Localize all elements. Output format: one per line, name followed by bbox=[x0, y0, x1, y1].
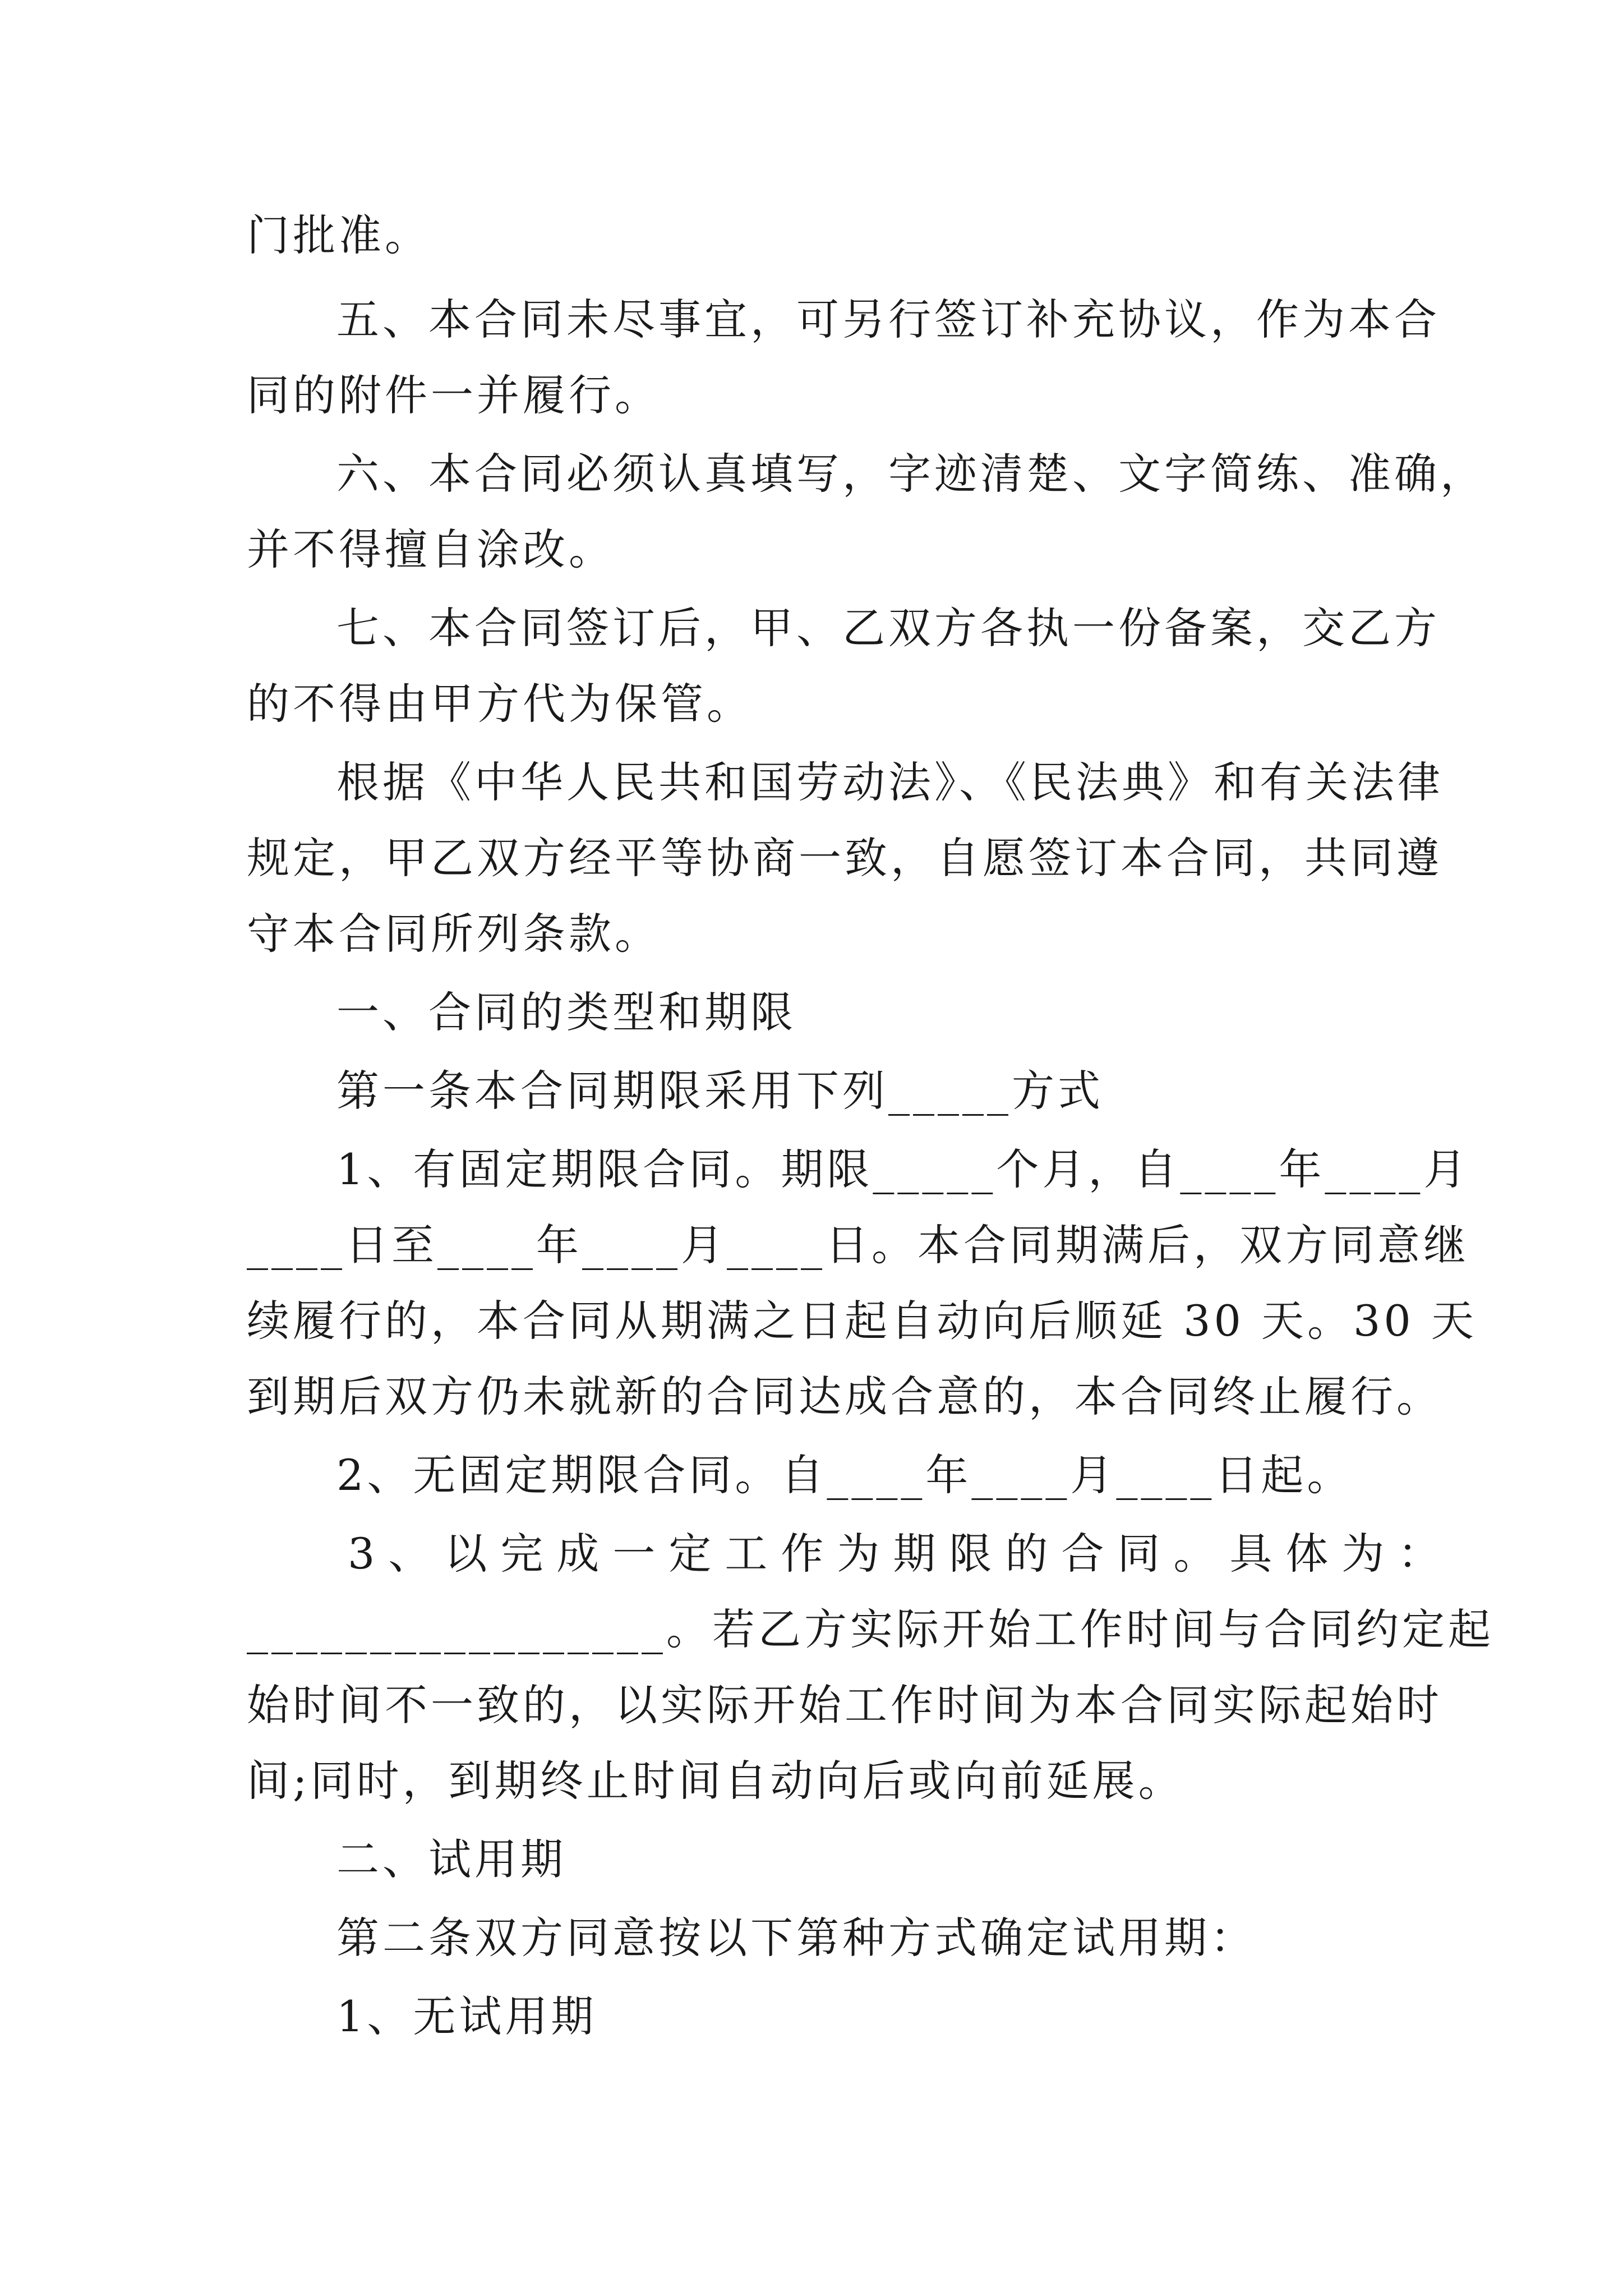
section-heading-two: 二、试用期 bbox=[336, 1834, 566, 1884]
article-one-line: 第一条本合同期限采用下列_____方式 bbox=[336, 1066, 1104, 1116]
preamble-line-2: 规定，甲乙双方经平等协商一致，自愿签订本合同，共同遵 bbox=[247, 833, 1442, 883]
clause-seven-line-1: 七、本合同签订后，甲、乙双方各执一份备案，交乙方 bbox=[336, 603, 1440, 653]
item-1-line-2: ____日至____年____月____日。本合同期满后，双方同意继 bbox=[247, 1220, 1469, 1270]
article-two-line: 第二条双方同意按以下第种方式确定试用期： bbox=[336, 1913, 1256, 1963]
preamble-line-3: 守本合同所列条款。 bbox=[247, 909, 661, 959]
clause-five-line-2: 同的附件一并履行。 bbox=[247, 370, 661, 420]
item-3-line-3: 始时间不一致的，以实际开始工作时间为本合同实际起始时 bbox=[247, 1680, 1442, 1730]
item-2-line: 2、无固定期限合同。自____年____月____日起。 bbox=[336, 1450, 1353, 1500]
text-line: 门批准。 bbox=[247, 210, 431, 260]
item-1-line-3: 续履行的，本合同从期满之日起自动向后顺延 30 天。30 天 bbox=[247, 1296, 1477, 1346]
item-1-line-4: 到期后双方仍未就新的合同达成合意的，本合同终止履行。 bbox=[247, 1372, 1442, 1421]
item-3-line-1: 3、以完成一定工作为期限的合同。具体为： bbox=[348, 1529, 1454, 1579]
clause-seven-line-2: 的不得由甲方代为保管。 bbox=[247, 679, 753, 729]
item-1-line-1: 1、有固定期限合同。期限_____个月，自____年____月 bbox=[336, 1144, 1470, 1194]
clause-six-line-1: 六、本合同必须认真填写，字迹清楚、文字简练、准确， bbox=[336, 449, 1486, 499]
section-heading-one: 一、合同的类型和期限 bbox=[336, 987, 796, 1037]
preamble-line-1: 根据《中华人民共和国劳动法》、《民法典》和有关法律 bbox=[336, 757, 1444, 807]
item-3-line-2: _________________。若乙方实际开始工作时间与合同约定起 bbox=[247, 1604, 1494, 1654]
clause-five-line-1: 五、本合同未尽事宜，可另行签订补充协议，作为本合 bbox=[336, 295, 1440, 344]
probation-item-1: 1、无试用期 bbox=[336, 1991, 597, 2041]
clause-six-line-2: 并不得擅自涂改。 bbox=[247, 524, 615, 574]
item-3-line-4: 间;同时，到期终止时间自动向后或向前延展。 bbox=[247, 1756, 1184, 1806]
